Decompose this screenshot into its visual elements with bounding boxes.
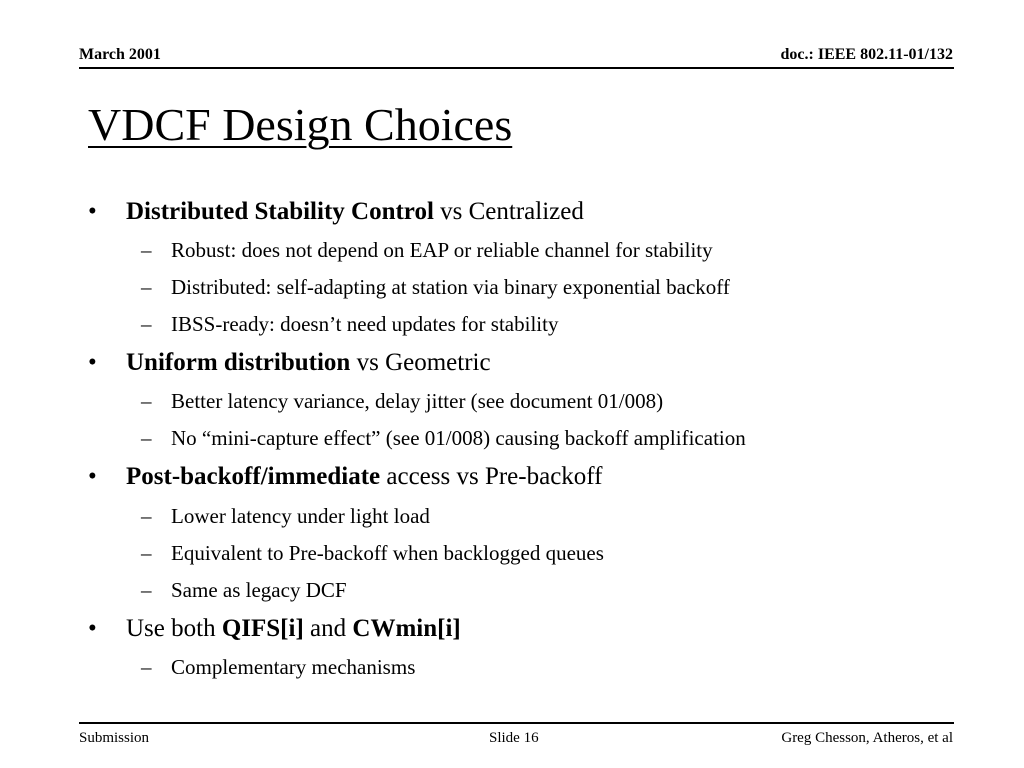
dash-marker: –	[141, 312, 152, 336]
dash-marker: –	[141, 275, 152, 299]
dash-marker: –	[141, 504, 152, 528]
bullet-marker: •	[88, 198, 97, 225]
sub-bullet-text: Complementary mechanisms	[171, 655, 416, 679]
sub-bullet-text: Distributed: self-adapting at station via binary exponential backoff	[171, 275, 730, 299]
bullet-text: vs Geometric	[350, 349, 491, 376]
header-doc-id: doc.: IEEE 802.11-01/132	[780, 46, 953, 63]
bullet-marker: •	[88, 349, 97, 376]
dash-marker: –	[141, 389, 152, 413]
bullet-text: access vs Pre-backoff	[380, 463, 603, 490]
sub-bullet-text: No “mini-capture effect” (see 01/008) causing backoff amplification	[171, 426, 746, 450]
footer-slide-number: Slide 16	[489, 730, 539, 746]
footer-author: Greg Chesson, Atheros, et al	[781, 730, 953, 746]
footer-rule	[79, 722, 954, 724]
sub-bullet-text: Better latency variance, delay jitter (see document 01/008)	[171, 389, 664, 413]
bullet-bold-text: Post-backoff/immediate	[126, 463, 381, 490]
bullet-marker: •	[88, 615, 97, 642]
dash-marker: –	[141, 426, 152, 450]
dash-marker: –	[141, 238, 152, 262]
bullet-marker: •	[88, 463, 97, 490]
header-date: March 2001	[79, 46, 161, 63]
sub-bullet-text: IBSS-ready: doesn’t need updates for stability	[171, 312, 559, 336]
bullet-bold-text: CWmin[i]	[352, 615, 461, 642]
bullet-bold-text: QIFS[i]	[221, 615, 304, 642]
sub-bullet-text: Robust: does not depend on EAP or reliable channel for stability	[171, 238, 713, 262]
footer-submission: Submission	[79, 730, 150, 746]
slide-title: VDCF Design Choices	[88, 99, 513, 150]
bullet-bold-text: Distributed Stability Control	[126, 198, 434, 225]
bullet-text: vs Centralized	[433, 198, 584, 225]
dash-marker: –	[141, 655, 152, 679]
bullet-bold-text: Uniform distribution	[126, 349, 351, 376]
dash-marker: –	[141, 541, 152, 565]
bullet-text: Use both	[126, 615, 222, 642]
sub-bullet-text: Lower latency under light load	[171, 504, 430, 528]
dash-marker: –	[141, 578, 152, 602]
sub-bullet-text: Equivalent to Pre-backoff when backlogged queues	[171, 541, 604, 565]
bullet-text: and	[303, 615, 353, 642]
sub-bullet-text: Same as legacy DCF	[171, 578, 347, 602]
